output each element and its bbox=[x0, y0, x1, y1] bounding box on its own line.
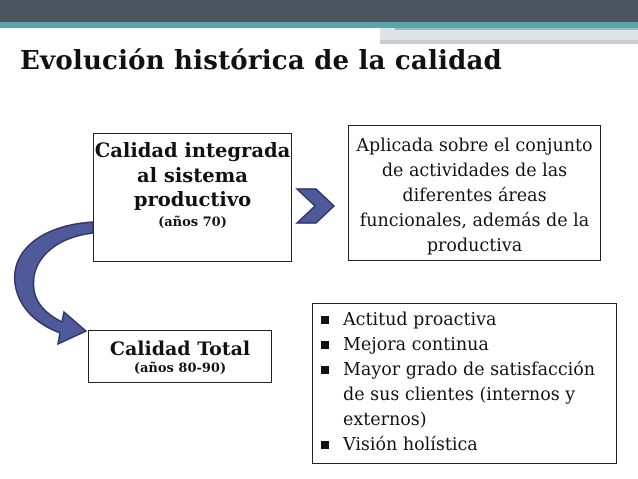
box-total-years: (años 80-90) bbox=[133, 361, 227, 376]
slide-title: Evolución histórica de la calidad bbox=[20, 46, 502, 76]
box-integrated-years: (años 70) bbox=[158, 214, 227, 230]
chevron-right-arrow-icon bbox=[297, 189, 334, 223]
curved-down-arrow-icon bbox=[15, 222, 93, 344]
feature-list-item-text: Mayor grado de satisfacción de sus clientes (internos y externos) bbox=[343, 360, 596, 430]
feature-list-item-text: Visión holística bbox=[343, 435, 478, 455]
box-total-main-text: Calidad Total bbox=[109, 338, 251, 360]
box-integrated-main-text: Calidad integrada al sistema productivo bbox=[94, 139, 291, 211]
feature-list-item-text: Mejora continua bbox=[343, 335, 489, 355]
feature-list-item-text: Actitud proactiva bbox=[343, 310, 497, 330]
box-applied-text: Aplicada sobre el conjunto de actividades de las diferentes áreas funcionales, además de la productiva bbox=[356, 136, 593, 256]
